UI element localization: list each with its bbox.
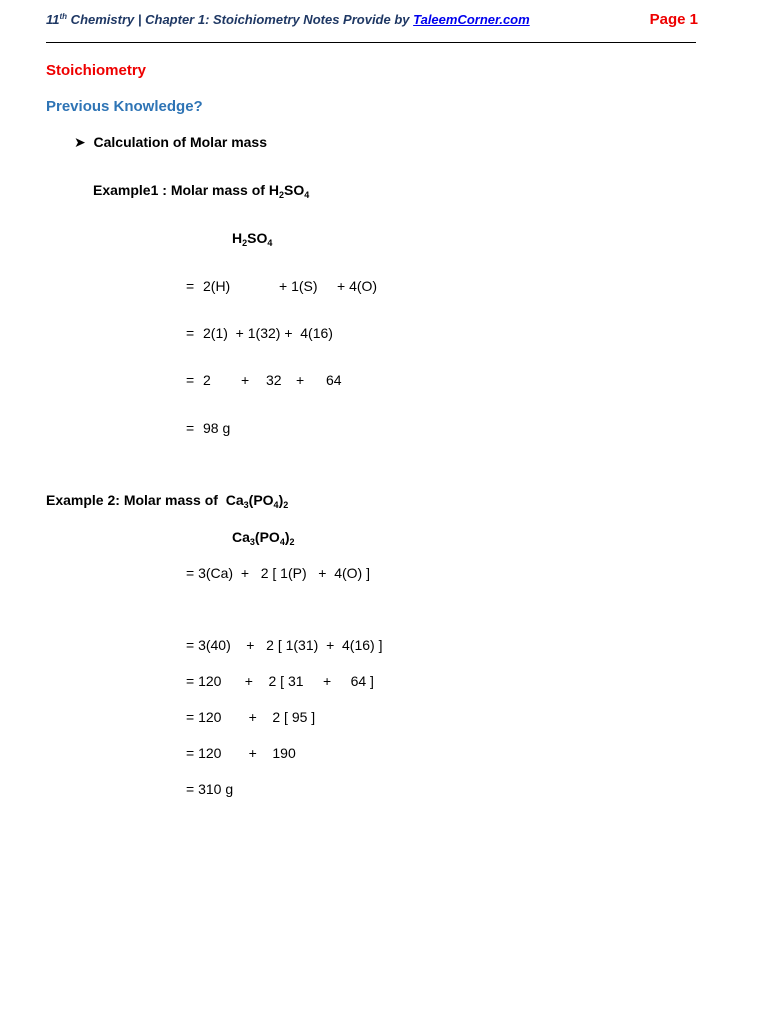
formula-part: ) <box>278 492 284 508</box>
result: 98 g <box>203 420 231 436</box>
plus-sign: + <box>296 372 305 388</box>
section-title: Stoichiometry <box>46 62 147 79</box>
page-number: Page 1 <box>649 11 698 28</box>
bullet-item <box>74 134 267 151</box>
term: 2(1) + 1(32) + 4(16) <box>203 325 333 341</box>
formula-subscript: 4 <box>279 537 285 547</box>
plus-sign: + <box>241 372 250 388</box>
example1-line-1 <box>186 278 378 294</box>
bullet-text: Calculation of Molar mass <box>93 134 267 150</box>
grade-number: 11 <box>46 12 60 27</box>
example2-formula <box>232 529 295 545</box>
equals-sign: = <box>186 372 195 388</box>
term: + 4(O) <box>337 278 378 294</box>
formula-part: SO <box>247 230 268 246</box>
header-title <box>46 12 530 27</box>
example2-heading <box>46 492 288 508</box>
equals-sign: = <box>186 420 195 436</box>
example2-line-3: = 120 + 2 [ 31 + 64 ] <box>186 673 374 689</box>
formula-subscript: 4 <box>273 500 279 510</box>
formula-part: H <box>232 230 243 246</box>
header-divider <box>46 42 696 43</box>
example2-heading-text: Example 2: Molar mass of <box>46 492 226 508</box>
formula-part: H <box>268 182 279 198</box>
formula-subscript: 4 <box>304 190 310 200</box>
term: + 1(S) <box>279 278 318 294</box>
taleemcorner-link[interactable]: TaleemCorner.com <box>413 12 530 27</box>
formula-subscript: 4 <box>267 238 273 248</box>
formula-part: Ca <box>232 529 250 545</box>
term: 32 <box>266 372 282 388</box>
header-title-text: Chemistry | Chapter 1: Stoichiometry Notes Provide by <box>67 12 414 27</box>
formula-subscript: 3 <box>243 500 249 510</box>
example1-line-3 <box>186 372 342 388</box>
formula-part: SO <box>283 182 305 198</box>
example1-formula <box>232 230 272 246</box>
term: 2 <box>203 372 211 388</box>
formula-subscript: 3 <box>249 537 255 547</box>
example1-line-2 <box>186 325 333 341</box>
formula-part: (PO <box>248 492 274 508</box>
equals-sign: = <box>186 325 195 341</box>
example1-result <box>186 420 231 436</box>
formula-subscript: 2 <box>278 190 284 200</box>
formula-subscript: 2 <box>242 238 248 248</box>
term: 2(H) <box>203 278 231 294</box>
equals-sign: = <box>186 278 195 294</box>
previous-knowledge-heading: Previous Knowledge? <box>46 98 203 115</box>
example2-result: = 310 g <box>186 781 234 797</box>
example2-line-5: = 120 + 190 <box>186 745 296 761</box>
formula-part: (PO <box>254 529 280 545</box>
example1-heading-text: Example1 : Molar mass of <box>93 182 269 198</box>
term: 64 <box>326 372 342 388</box>
example2-line-2: = 3(40) + 2 [ 1(31) + 4(16) ] <box>186 637 383 653</box>
formula-part: ) <box>284 529 290 545</box>
example1-heading <box>93 182 309 198</box>
example2-line-1: = 3(Ca) + 2 [ 1(P) + 4(O) ] <box>186 565 371 581</box>
example2-line-4: = 120 + 2 [ 95 ] <box>186 709 316 725</box>
arrow-bullet-icon: ➤ <box>74 134 86 150</box>
grade-superscript: th <box>59 12 68 21</box>
formula-subscript: 2 <box>289 537 295 547</box>
formula-part: Ca <box>225 492 244 508</box>
formula-subscript: 2 <box>283 500 289 510</box>
